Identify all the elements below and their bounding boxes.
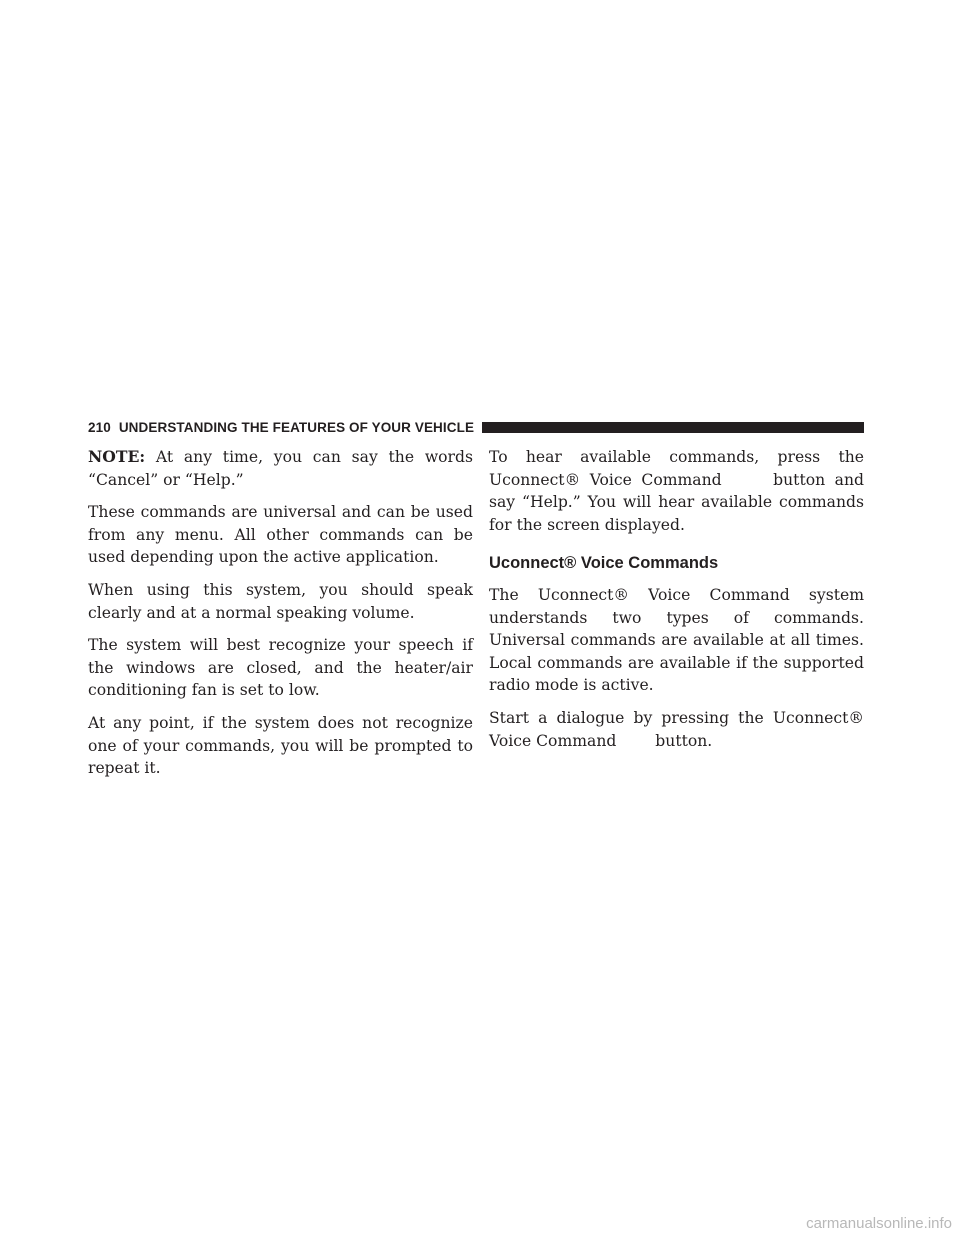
paragraph-hear-commands <box>489 446 864 536</box>
paragraph-start-dialogue <box>489 707 864 752</box>
paragraph-repeat: At any point, if the system does not recognize one of your commands, you will be prompted to repeat it. <box>88 713 473 778</box>
start-dialogue-text-before: Start a dialogue by pressing the Uconnect® Voice Command <box>489 708 864 750</box>
page-number: 210 <box>88 419 111 435</box>
paragraph-windows-closed: The system will best recognize your speech if the windows are closed, and the heater/air conditioning fan is set to low. <box>88 636 473 700</box>
page-header <box>88 418 864 436</box>
section-heading: Uconnect® Voice Commands <box>489 554 719 573</box>
paragraph-universal-commands: These commands are universal and can be used from any menu. All other commands can be used depending upon the active application. <box>88 503 473 567</box>
right-column <box>489 446 864 762</box>
header-rule <box>482 422 864 433</box>
header-text <box>88 420 474 435</box>
note-text: At any time, you can say the words “Cancel” or “Help.” <box>88 448 473 489</box>
note-label: NOTE: <box>88 447 146 466</box>
left-column <box>88 446 473 790</box>
start-dialogue-text-after: button. <box>650 731 713 750</box>
note-paragraph <box>88 446 473 491</box>
paragraph-speak-clearly: When using this system, you should speak clearly and at a normal speaking volume. <box>88 580 473 622</box>
paragraph-command-types: The Uconnect® Voice Command system understands two types of commands. Universal commands are available at all times. Local commands are available if the supported radio mode is active. <box>489 585 864 695</box>
hear-commands-text-after: button and say “Help.” You will hear available commands for the screen displayed. <box>489 470 864 534</box>
watermark: carmanualsonline.info <box>806 1215 952 1232</box>
hear-commands-text-before: To hear available commands, press the Uconnect® Voice Command <box>489 448 864 489</box>
chapter-title: UNDERSTANDING THE FEATURES OF YOUR VEHICLE <box>118 419 475 435</box>
